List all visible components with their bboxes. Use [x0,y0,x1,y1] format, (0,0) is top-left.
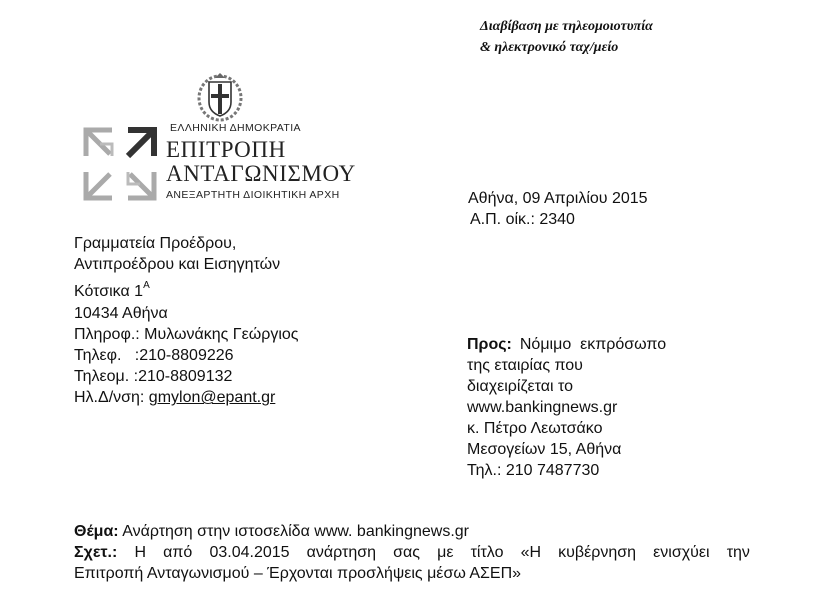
reference-word: Η [134,544,147,561]
reference-line-2: Επιτροπή Ανταγωνισμού – Έρχονται προσλήψεις μέσω ΑΣΕΠ» [74,565,522,582]
reference-word: κυβέρνηση [558,544,637,561]
reference-word: την [726,544,750,561]
reference-word: «Η [520,544,542,561]
reference-word: τίτλο [470,544,504,561]
delivery-line-2: & ηλεκτρονικό ταχ/μείο [480,40,619,55]
reference-word: από [163,544,193,561]
commission-logo-icon [82,126,158,202]
delivery-note [480,16,653,58]
sender-fax: Τηλεομ. :210-8809132 [74,368,233,386]
reference-line-1 [74,542,750,563]
reference-word: ενισχύει [653,544,710,561]
recipient-line-2: της εταιρίας που [467,357,583,374]
sender-email-line: Ηλ.Δ/νση: gmylon@epant.gr [74,389,276,407]
subject-line: Θέμα: Ανάρτηση στην ιστοσελίδα www. bankingnews.gr [74,523,469,540]
reference-number: Α.Π. οίκ.: 2340 [470,211,575,228]
coat-of-arms-icon [197,70,243,122]
reference-word: 03.04.2015 [209,544,290,561]
recipient-line-5: κ. Πέτρο Λεωτσάκο [467,420,603,437]
reference-label: Σχετ.: [74,544,118,561]
logo-name-line-2: ΑΝΤΑΓΩΝΙΣΜΟΥ [166,161,356,186]
subject-block [74,521,750,584]
reference-word: σας [393,544,420,561]
sender-info: Πληροφ.: Μυλωνάκης Γεώργιος [74,325,299,343]
recipient-line-1: Προς: Νόμιμο εκπρόσωπο [467,336,667,353]
commission-logo-text [166,122,356,201]
date-block [468,188,648,230]
recipient-line-6: Μεσογείων 15, Αθήνα [467,441,622,458]
logo-name-line-1: ΕΠΙΤΡΟΠΗ [166,137,286,162]
logo-subtitle: ΑΝΕΞΑΡΤΗΤΗ ΔΙΟΙΚΗΤΙΚΗ ΑΡΧΗ [166,189,340,201]
sender-line-1: Γραμματεία Προέδρου, [74,235,237,252]
sender-block [74,233,299,409]
sender-phone: Τηλεφ. :210-8809226 [74,347,234,365]
sender-line-2: Αντιπροέδρου και Εισηγητών [74,256,281,274]
recipient-line-3: διαχειρίζεται το [467,378,573,395]
logo-republic: ΕΛΛΗΝΙΚΗ ΔΗΜΟΚΡΑΤΙΑ [170,122,301,134]
reference-word: με [437,544,454,561]
date-line: Αθήνα, 09 Απριλίου 2015 [468,190,648,207]
recipient-block [467,334,666,481]
email-link[interactable]: gmylon@epant.gr [148,389,276,407]
recipient-label: Προς: [467,336,512,353]
sender-city: 10434 Αθήνα [74,304,168,322]
subject-label: Θέμα: [74,523,119,540]
recipient-line-7: Τηλ.: 210 7487730 [467,462,600,479]
sender-street: Κότσικα $1^A$ [74,280,150,301]
recipient-line-4: www.bankingnews.gr [467,399,618,416]
reference-word: ανάρτηση [306,544,377,561]
delivery-line-1: Διαβίβαση με τηλεομοιοτυπία [480,19,653,34]
